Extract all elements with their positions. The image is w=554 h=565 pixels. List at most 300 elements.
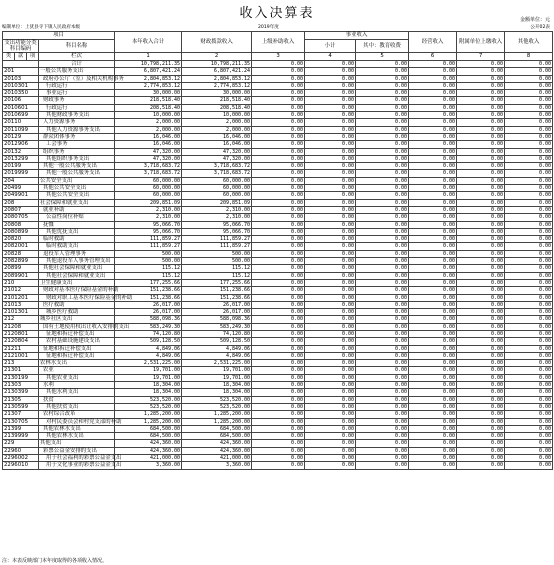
row-value-4: 0.00 xyxy=(305,61,356,68)
row-name: 其他财政事务支出 xyxy=(39,112,115,119)
row-value-3: 0.00 xyxy=(252,389,305,396)
row-value-1: 47,320.00 xyxy=(115,148,182,155)
row-code: 2101201 xyxy=(3,294,39,301)
col-num-4: 4 xyxy=(305,53,356,61)
table-row xyxy=(3,163,553,170)
row-value-5: 0.00 xyxy=(356,433,409,440)
row-value-1: 4,849.06 xyxy=(115,345,182,352)
row-value-2: 424,360.00 xyxy=(182,440,252,447)
table-row xyxy=(3,425,553,432)
row-name: 征地和拆迁补偿支出 xyxy=(39,352,115,359)
row-value-4: 0.00 xyxy=(305,133,356,140)
row-value-1: 500.00 xyxy=(115,250,182,257)
row-value-3: 0.00 xyxy=(252,447,305,454)
row-value-3: 0.00 xyxy=(252,250,305,257)
row-value-4: 0.00 xyxy=(305,374,356,381)
row-value-6: 0.00 xyxy=(409,126,457,133)
row-value-4: 0.00 xyxy=(305,272,356,279)
row-value-8: 0.00 xyxy=(505,396,553,403)
row-value-5: 0.00 xyxy=(356,425,409,432)
row-value-2: 60,000.00 xyxy=(182,177,252,184)
row-name: 临时救助支出 xyxy=(39,243,115,250)
row-value-5: 0.00 xyxy=(356,374,409,381)
row-value-7: 0.00 xyxy=(457,243,505,250)
row-name: 临时救助 xyxy=(39,236,115,243)
row-value-6: 0.00 xyxy=(409,330,457,337)
row-value-5: 0.00 xyxy=(356,243,409,250)
row-value-2: 115.12 xyxy=(182,265,252,272)
row-name: 城乡社区支出 xyxy=(39,316,115,323)
row-value-8: 0.00 xyxy=(505,133,553,140)
row-value-8: 0.00 xyxy=(505,382,553,389)
row-value-3: 0.00 xyxy=(252,382,305,389)
row-value-8: 0.00 xyxy=(505,287,553,294)
row-value-4: 0.00 xyxy=(305,323,356,330)
row-value-3: 0.00 xyxy=(252,155,305,162)
row-value-7: 0.00 xyxy=(457,170,505,177)
table-row xyxy=(3,185,553,192)
row-code: 212 xyxy=(3,316,39,323)
row-value-3: 0.00 xyxy=(252,185,305,192)
row-value-4: 0.00 xyxy=(305,440,356,447)
row-value-3: 0.00 xyxy=(252,192,305,199)
row-value-1: 4,849.06 xyxy=(115,352,182,359)
table-row xyxy=(3,403,553,410)
row-value-1: 10,798,211.35 xyxy=(115,61,182,68)
row-value-3: 0.00 xyxy=(252,199,305,206)
row-value-2: 26,017.00 xyxy=(182,301,252,308)
row-value-1: 2,000.00 xyxy=(115,119,182,126)
row-value-7: 0.00 xyxy=(457,104,505,111)
row-code: 210 xyxy=(3,279,39,286)
row-value-1: 424,360.00 xyxy=(115,440,182,447)
row-value-5: 0.00 xyxy=(356,316,409,323)
row-value-7: 0.00 xyxy=(457,112,505,119)
row-value-3: 0.00 xyxy=(252,294,305,301)
row-value-7: 0.00 xyxy=(457,228,505,235)
row-value-2: 3,718,683.72 xyxy=(182,163,252,170)
row-name: 退役军人管理事务 xyxy=(39,250,115,257)
row-value-8: 0.00 xyxy=(505,82,553,89)
row-value-1: 151,238.66 xyxy=(115,287,182,294)
row-name: 社会保障和就业支出 xyxy=(39,199,115,206)
table-row xyxy=(3,221,553,228)
row-value-4: 0.00 xyxy=(305,462,356,469)
row-value-5: 0.00 xyxy=(356,112,409,119)
row-value-6: 0.00 xyxy=(409,316,457,323)
row-value-5: 0.00 xyxy=(356,279,409,286)
row-value-1: 2,310.00 xyxy=(115,206,182,213)
report-year: 2019年度 xyxy=(258,25,279,30)
row-value-2: 16,046.00 xyxy=(182,133,252,140)
row-value-7: 0.00 xyxy=(457,177,505,184)
row-value-8: 0.00 xyxy=(505,309,553,316)
row-value-7: 0.00 xyxy=(457,316,505,323)
row-code: 20106 xyxy=(3,97,39,104)
row-value-7: 0.00 xyxy=(457,323,505,330)
row-value-7: 0.00 xyxy=(457,374,505,381)
table-row xyxy=(3,316,553,323)
header-col-fiscal: 财政拨款收入 xyxy=(182,32,252,53)
row-value-8: 0.00 xyxy=(505,141,553,148)
row-value-8: 0.00 xyxy=(505,214,553,221)
row-value-4: 0.00 xyxy=(305,345,356,352)
row-value-7: 0.00 xyxy=(457,90,505,97)
row-value-2: 209,851.09 xyxy=(182,199,252,206)
row-code: 2011099 xyxy=(3,126,39,133)
row-value-3: 0.00 xyxy=(252,97,305,104)
row-value-3: 0.00 xyxy=(252,455,305,462)
table-row xyxy=(3,148,553,155)
row-value-3: 0.00 xyxy=(252,61,305,68)
row-value-3: 0.00 xyxy=(252,374,305,381)
row-name: 其他公共安全支出 xyxy=(39,192,115,199)
row-value-6: 0.00 xyxy=(409,177,457,184)
row-value-4: 0.00 xyxy=(305,141,356,148)
row-value-1: 177,255.66 xyxy=(115,279,182,286)
row-value-1: 209,851.09 xyxy=(115,199,182,206)
row-value-7: 0.00 xyxy=(457,418,505,425)
table-row xyxy=(3,411,553,418)
row-value-5: 0.00 xyxy=(356,396,409,403)
row-value-6: 0.00 xyxy=(409,323,457,330)
row-value-1: 2,310.00 xyxy=(115,214,182,221)
row-name: 行政运行 xyxy=(39,104,115,111)
row-value-6: 0.00 xyxy=(409,367,457,374)
row-value-7: 0.00 xyxy=(457,68,505,75)
row-value-6: 0.00 xyxy=(409,119,457,126)
row-value-6: 0.00 xyxy=(409,82,457,89)
row-value-4: 0.00 xyxy=(305,119,356,126)
row-value-7: 0.00 xyxy=(457,163,505,170)
row-code: 2049901 xyxy=(3,192,39,199)
row-value-7: 0.00 xyxy=(457,214,505,221)
row-value-5: 0.00 xyxy=(356,258,409,265)
row-value-6: 0.00 xyxy=(409,411,457,418)
row-code: 204 xyxy=(3,177,39,184)
table-row xyxy=(3,352,553,359)
row-name: 征地和拆迁补偿支出 xyxy=(39,330,115,337)
row-value-8: 0.00 xyxy=(505,411,553,418)
table-row xyxy=(3,345,553,352)
row-value-6: 0.00 xyxy=(409,389,457,396)
row-value-2: 2,000.00 xyxy=(182,119,252,126)
row-code: 229 xyxy=(3,440,39,447)
row-code: 20129 xyxy=(3,133,39,140)
row-value-5: 0.00 xyxy=(356,90,409,97)
row-name: 其他农林水支出 xyxy=(39,425,115,432)
row-value-7: 0.00 xyxy=(457,82,505,89)
row-value-2: 95,066.70 xyxy=(182,221,252,228)
row-value-8: 0.00 xyxy=(505,250,553,257)
row-value-2: 3,360.00 xyxy=(182,462,252,469)
row-value-8: 0.00 xyxy=(505,258,553,265)
row-value-1: 1,285,200.00 xyxy=(115,418,182,425)
table-row xyxy=(3,382,553,389)
header-edu-fee: 其中：教育收费 xyxy=(356,40,409,53)
row-value-3: 0.00 xyxy=(252,236,305,243)
row-value-2: 16,046.00 xyxy=(182,141,252,148)
row-value-6: 0.00 xyxy=(409,258,457,265)
row-value-3: 0.00 xyxy=(252,177,305,184)
row-value-5: 0.00 xyxy=(356,75,409,82)
row-value-4: 0.00 xyxy=(305,236,356,243)
row-value-2: 218,518.40 xyxy=(182,97,252,104)
row-value-2: 684,500.00 xyxy=(182,433,252,440)
row-value-1: 60,000.00 xyxy=(115,185,182,192)
header-name: 科目名称 xyxy=(39,40,115,53)
row-value-3: 0.00 xyxy=(252,148,305,155)
row-value-5: 0.00 xyxy=(356,199,409,206)
row-value-7: 0.00 xyxy=(457,367,505,374)
table-row xyxy=(3,61,553,68)
row-value-3: 0.00 xyxy=(252,272,305,279)
row-name: 行政运行 xyxy=(39,82,115,89)
row-code xyxy=(3,61,39,68)
row-value-4: 0.00 xyxy=(305,192,356,199)
header-col-superior: 上级补助收入 xyxy=(252,32,305,53)
row-value-7: 0.00 xyxy=(457,301,505,308)
row-value-4: 0.00 xyxy=(305,82,356,89)
row-value-5: 0.00 xyxy=(356,214,409,221)
table-row xyxy=(3,236,553,243)
row-value-4: 0.00 xyxy=(305,199,356,206)
row-name: 水利 xyxy=(39,382,115,389)
row-value-4: 0.00 xyxy=(305,411,356,418)
table-body xyxy=(3,61,553,470)
row-value-6: 0.00 xyxy=(409,163,457,170)
row-value-3: 0.00 xyxy=(252,345,305,352)
row-value-7: 0.00 xyxy=(457,272,505,279)
row-code: 2010301 xyxy=(3,82,39,89)
table-row xyxy=(3,250,553,257)
row-value-3: 0.00 xyxy=(252,338,305,345)
row-code: 208 xyxy=(3,199,39,206)
table-row xyxy=(3,90,553,97)
row-value-1: 111,859.27 xyxy=(115,236,182,243)
row-code: 2013299 xyxy=(3,155,39,162)
row-value-4: 0.00 xyxy=(305,294,356,301)
row-value-7: 0.00 xyxy=(457,352,505,359)
row-value-2: 151,238.66 xyxy=(182,287,252,294)
row-code: 2130599 xyxy=(3,403,39,410)
row-value-2: 30,000.00 xyxy=(182,90,252,97)
row-value-3: 0.00 xyxy=(252,411,305,418)
row-value-2: 95,066.70 xyxy=(182,228,252,235)
row-value-6: 0.00 xyxy=(409,206,457,213)
row-value-1: 60,000.00 xyxy=(115,192,182,199)
row-value-3: 0.00 xyxy=(252,214,305,221)
row-value-7: 0.00 xyxy=(457,97,505,104)
row-value-8: 0.00 xyxy=(505,119,553,126)
table-row xyxy=(3,177,553,184)
row-value-5: 0.00 xyxy=(356,163,409,170)
row-value-6: 0.00 xyxy=(409,250,457,257)
table-row xyxy=(3,243,553,250)
row-code: 20110 xyxy=(3,119,39,126)
row-value-5: 0.00 xyxy=(356,272,409,279)
table-row xyxy=(3,206,553,213)
col-num-8: 8 xyxy=(505,53,553,61)
row-value-1: 684,500.00 xyxy=(115,433,182,440)
row-value-1: 115.12 xyxy=(115,272,182,279)
table-row xyxy=(3,440,553,447)
row-value-4: 0.00 xyxy=(305,338,356,345)
row-value-2: 10,000.00 xyxy=(182,112,252,119)
row-value-3: 0.00 xyxy=(252,418,305,425)
row-value-1: 3,360.00 xyxy=(115,462,182,469)
row-value-6: 0.00 xyxy=(409,345,457,352)
row-value-5: 0.00 xyxy=(356,345,409,352)
row-value-5: 0.00 xyxy=(356,330,409,337)
footnote: 注：本表反映部门本年度取得的各项收入情况。 xyxy=(2,558,108,564)
table-row xyxy=(3,301,553,308)
row-value-8: 0.00 xyxy=(505,447,553,454)
header-lvl-item: 款 xyxy=(15,53,27,61)
row-value-6: 0.00 xyxy=(409,309,457,316)
row-value-7: 0.00 xyxy=(457,382,505,389)
row-name: 其他组织事务支出 xyxy=(39,155,115,162)
row-name: 农业 xyxy=(39,367,115,374)
row-name: 公益性岗位补贴 xyxy=(39,214,115,221)
row-value-1: 30,000.00 xyxy=(115,90,182,97)
row-code: 2010699 xyxy=(3,112,39,119)
row-value-2: 4,849.06 xyxy=(182,352,252,359)
row-value-3: 0.00 xyxy=(252,316,305,323)
row-value-6: 0.00 xyxy=(409,155,457,162)
row-value-4: 0.00 xyxy=(305,214,356,221)
row-name: 用于社会福利的彩票公益金支出 xyxy=(39,455,115,462)
row-code: 21307 xyxy=(3,411,39,418)
header-lvl-class: 类 xyxy=(3,53,15,61)
row-value-1: 6,807,421.24 xyxy=(115,68,182,75)
row-value-6: 0.00 xyxy=(409,360,457,367)
row-code: 2010350 xyxy=(3,90,39,97)
row-value-5: 0.00 xyxy=(356,389,409,396)
row-value-6: 0.00 xyxy=(409,243,457,250)
row-value-5: 0.00 xyxy=(356,250,409,257)
row-code: 2296010 xyxy=(3,462,39,469)
row-value-4: 0.00 xyxy=(305,221,356,228)
row-value-7: 0.00 xyxy=(457,440,505,447)
row-value-4: 0.00 xyxy=(305,250,356,257)
row-value-2: 588,098.36 xyxy=(182,316,252,323)
row-value-5: 0.00 xyxy=(356,104,409,111)
row-value-4: 0.00 xyxy=(305,403,356,410)
row-value-4: 0.00 xyxy=(305,301,356,308)
row-code: 20103 xyxy=(3,75,39,82)
row-name: 其他支出 xyxy=(39,440,115,447)
row-value-5: 0.00 xyxy=(356,440,409,447)
row-value-4: 0.00 xyxy=(305,228,356,235)
row-value-8: 0.00 xyxy=(505,360,553,367)
row-code: 213 xyxy=(3,360,39,367)
row-name: 其他农林水支出 xyxy=(39,433,115,440)
row-value-1: 111,859.27 xyxy=(115,243,182,250)
row-value-7: 0.00 xyxy=(457,455,505,462)
row-value-5: 0.00 xyxy=(356,403,409,410)
row-value-6: 0.00 xyxy=(409,418,457,425)
row-name: 财政对基本医疗保险基金的补助 xyxy=(39,287,115,294)
row-value-3: 0.00 xyxy=(252,206,305,213)
table-row xyxy=(3,455,553,462)
row-value-3: 0.00 xyxy=(252,170,305,177)
row-value-4: 0.00 xyxy=(305,126,356,133)
table-row xyxy=(3,279,553,286)
row-name: 农村综合改革 xyxy=(39,411,115,418)
row-name: 农林水支出 xyxy=(39,360,115,367)
row-name: 财政事务 xyxy=(39,97,115,104)
row-value-2: 18,304.00 xyxy=(182,382,252,389)
row-value-6: 0.00 xyxy=(409,425,457,432)
row-value-3: 0.00 xyxy=(252,126,305,133)
row-value-3: 0.00 xyxy=(252,133,305,140)
row-value-2: 60,000.00 xyxy=(182,185,252,192)
row-value-5: 0.00 xyxy=(356,382,409,389)
row-value-2: 6,807,421.24 xyxy=(182,68,252,75)
row-value-4: 0.00 xyxy=(305,185,356,192)
row-name: 抚恤 xyxy=(39,221,115,228)
row-code: 20132 xyxy=(3,148,39,155)
row-value-4: 0.00 xyxy=(305,418,356,425)
row-value-8: 0.00 xyxy=(505,389,553,396)
row-value-2: 47,320.00 xyxy=(182,148,252,155)
row-value-6: 0.00 xyxy=(409,440,457,447)
row-code: 21013 xyxy=(3,301,39,308)
col-num-5: 5 xyxy=(356,53,409,61)
income-table xyxy=(2,31,553,470)
row-value-3: 0.00 xyxy=(252,352,305,359)
row-value-7: 0.00 xyxy=(457,309,505,316)
row-value-8: 0.00 xyxy=(505,163,553,170)
row-value-3: 0.00 xyxy=(252,425,305,432)
row-value-2: 500.00 xyxy=(182,258,252,265)
row-value-5: 0.00 xyxy=(356,360,409,367)
row-name: 用于文化事业的彩票公益金支出 xyxy=(39,462,115,469)
row-value-8: 0.00 xyxy=(505,279,553,286)
row-value-3: 0.00 xyxy=(252,119,305,126)
row-code: 21208 xyxy=(3,323,39,330)
row-value-7: 0.00 xyxy=(457,119,505,126)
row-value-2: 2,310.00 xyxy=(182,214,252,221)
row-value-4: 0.00 xyxy=(305,425,356,432)
row-value-5: 0.00 xyxy=(356,119,409,126)
row-value-8: 0.00 xyxy=(505,192,553,199)
row-value-7: 0.00 xyxy=(457,206,505,213)
row-value-8: 0.00 xyxy=(505,272,553,279)
row-value-2: 684,500.00 xyxy=(182,425,252,432)
row-value-1: 26,017.00 xyxy=(115,301,182,308)
row-value-7: 0.00 xyxy=(457,75,505,82)
row-code: 2080899 xyxy=(3,228,39,235)
row-value-1: 2,774,853.12 xyxy=(115,82,182,89)
row-value-3: 0.00 xyxy=(252,228,305,235)
table-row xyxy=(3,287,553,294)
row-value-2: 208,518.40 xyxy=(182,104,252,111)
row-value-5: 0.00 xyxy=(356,177,409,184)
row-value-4: 0.00 xyxy=(305,177,356,184)
row-value-7: 0.00 xyxy=(457,287,505,294)
table-row xyxy=(3,433,553,440)
row-name: 组织事务 xyxy=(39,148,115,155)
row-value-4: 0.00 xyxy=(305,330,356,337)
row-value-5: 0.00 xyxy=(356,462,409,469)
row-value-2: 4,849.06 xyxy=(182,345,252,352)
row-name: 其他一般公共服务支出 xyxy=(39,170,115,177)
row-value-5: 0.00 xyxy=(356,367,409,374)
row-value-4: 0.00 xyxy=(305,447,356,454)
row-value-3: 0.00 xyxy=(252,396,305,403)
